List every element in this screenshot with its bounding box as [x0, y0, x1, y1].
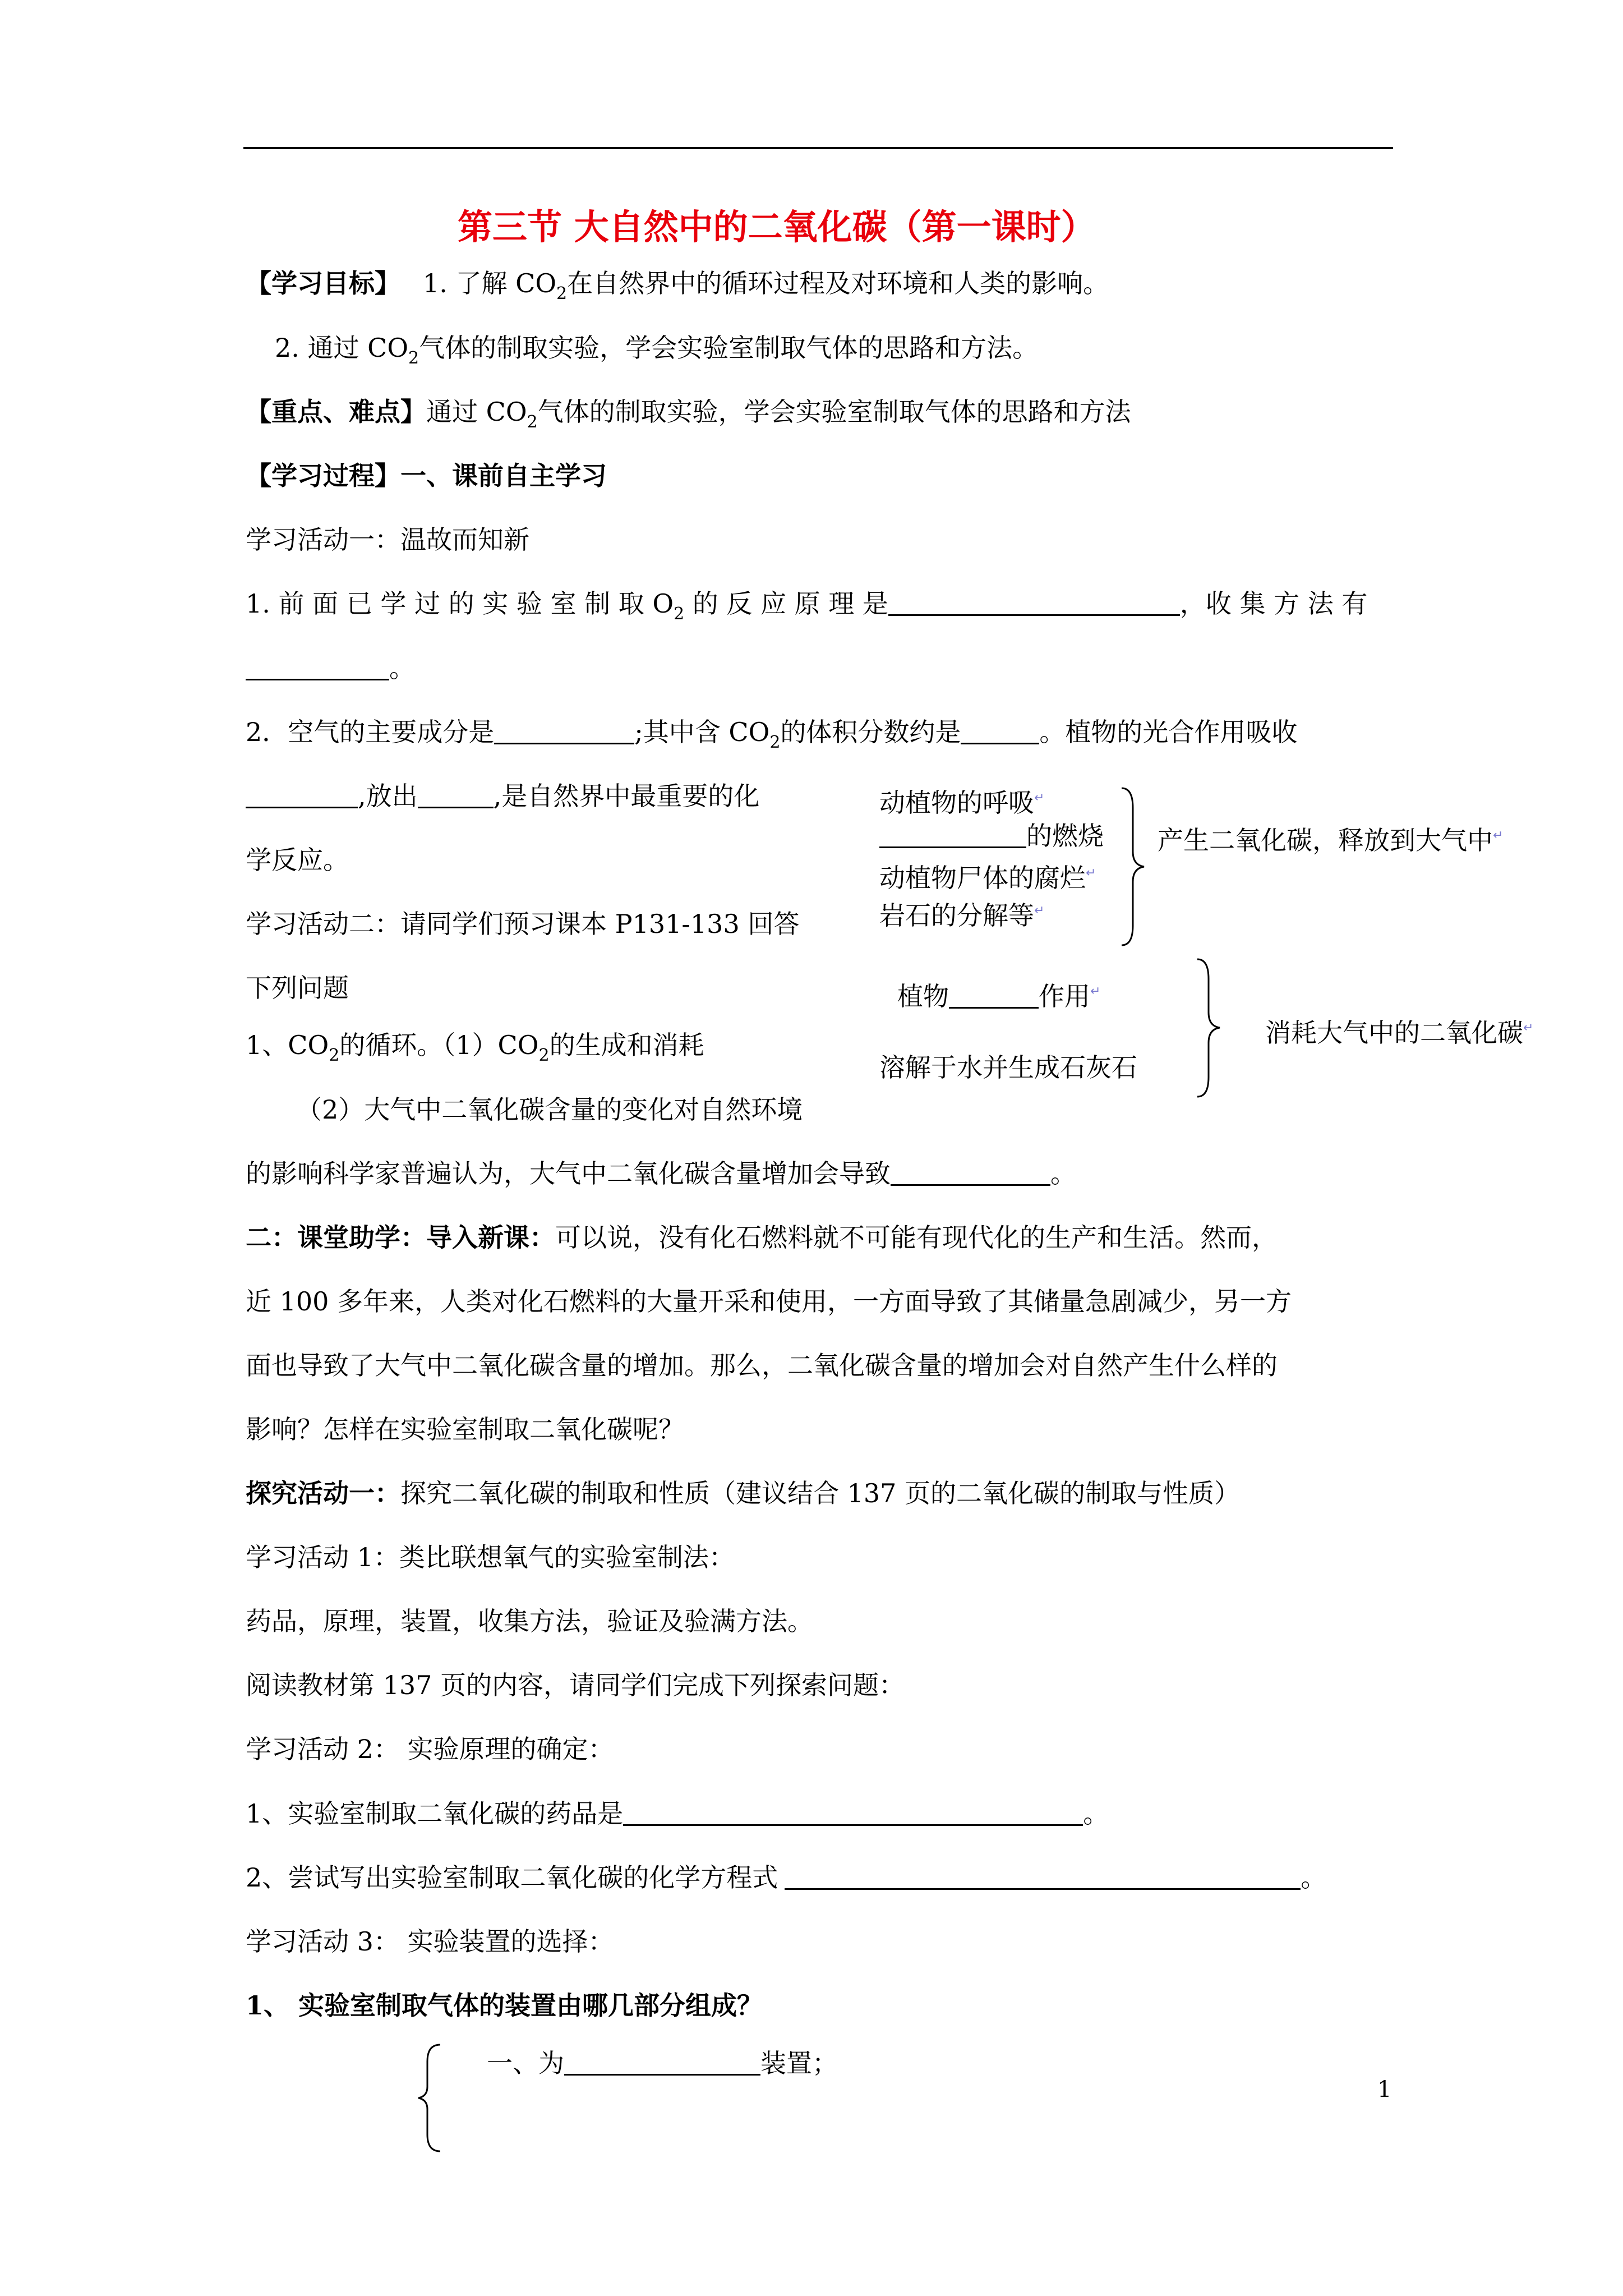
- explore-line: [246, 1478, 1240, 1509]
- page-number: 1: [1377, 2077, 1392, 2102]
- activity-2-line-2: 下列问题: [246, 973, 349, 1003]
- produce-result: 产生二氧化碳，释放到大气中↵: [1158, 825, 1504, 855]
- goal-2-a: 2. 通过 CO: [275, 333, 409, 363]
- produce-blank[interactable]: [879, 824, 1026, 848]
- question-1-line: [246, 588, 1367, 630]
- consume-item-1: 植物 作用↵: [897, 981, 1101, 1011]
- cycle-sub-2: 2: [538, 1046, 550, 1065]
- q1-sub: 2: [674, 604, 685, 624]
- process-line: [246, 460, 607, 491]
- setup-b: 装置；: [760, 2048, 838, 2078]
- consume-brace: [1192, 956, 1225, 1099]
- act2-q1-line: [246, 1798, 1109, 1829]
- q2-f: ,是自然界中最重要的化: [493, 781, 760, 811]
- process-label: 【学习过程】: [246, 461, 400, 491]
- q2-sub: 2: [769, 733, 781, 752]
- q1-blank-principle[interactable]: [888, 592, 1180, 616]
- change-blank[interactable]: [891, 1162, 1050, 1186]
- produce-brace: [1116, 785, 1150, 948]
- q1-b: 的 反 应 原 理 是: [684, 588, 888, 619]
- explore-text: 探究二氧化碳的制取和性质（建议结合 137 页的二氧化碳的制取与性质）: [400, 1478, 1241, 1508]
- q2-e: ,放出: [358, 781, 418, 811]
- setup-brace: [415, 2042, 449, 2154]
- q2-a: 2．空气的主要成分是: [246, 717, 495, 747]
- act2-q2-end: 。: [1301, 1862, 1327, 1893]
- page-title: 第三节 大自然中的二氧化碳（第一课时）: [458, 206, 1096, 247]
- act2-q1-end: 。: [1083, 1798, 1109, 1829]
- class-line-2: 近 100 多年来，人类对化石燃料的大量开采和使用，一方面导致了其储量急剧减少，另一方: [246, 1286, 1292, 1317]
- class-line-1: [246, 1222, 1278, 1253]
- consume-result: 消耗大气中的二氧化碳↵: [1265, 1018, 1534, 1048]
- goal-2-sub: 2: [408, 348, 419, 368]
- q2-d: 。植物的光合作用吸收: [1039, 717, 1298, 747]
- produce-item-2: 的燃烧: [879, 820, 1104, 852]
- question-2-end: 学反应。: [246, 845, 349, 875]
- q2-blank-release[interactable]: [418, 784, 494, 808]
- act2-q2-blank[interactable]: [785, 1866, 1301, 1890]
- change-b: 的影响科学家普遍认为，大气中二氧化碳含量增加会导致: [246, 1158, 891, 1189]
- change-line-2: [246, 1158, 1076, 1189]
- class-p1: 可以说，没有化石燃料就不可能有现代化的生产和生活。然而，: [555, 1222, 1278, 1253]
- setup-a: 一、为: [487, 2048, 564, 2078]
- key-line: [246, 396, 1131, 438]
- q2-c: 的体积分数约是: [780, 717, 961, 747]
- question-1-cont: [246, 652, 415, 684]
- key-sub: 2: [527, 412, 538, 432]
- activity-1-items: 药品，原理，装置，收集方法，验证及验满方法。: [246, 1606, 813, 1636]
- explore-label: 探究活动一：: [246, 1478, 400, 1508]
- act2-q1-blank[interactable]: [623, 1802, 1083, 1826]
- class-label: 二：课堂助学：导入新课：: [246, 1222, 555, 1253]
- header-rule: [243, 147, 1393, 149]
- key-b: 气体的制取实验，学会实验室制取气体的思路和方法: [537, 397, 1131, 427]
- goal-1-sub: 2: [556, 284, 568, 303]
- produce-item-4: 岩石的分解等↵: [879, 900, 1045, 931]
- change-line-1: （2）大气中二氧化碳含量的变化对自然环境: [296, 1094, 803, 1125]
- goals-line-1: [246, 268, 1109, 310]
- activity-2-class: 学习活动 2： 实验原理的确定：: [246, 1734, 614, 1764]
- q2-blank-absorb[interactable]: [246, 784, 358, 808]
- act2-q2-line: [246, 1862, 1326, 1893]
- act2-q2: 2、尝试写出实验室制取二氧化碳的化学方程式: [246, 1862, 778, 1893]
- consume-item-2: 溶解于水并生成石灰石: [879, 1052, 1137, 1083]
- cycle-c: 的生成和消耗: [549, 1030, 704, 1060]
- class-line-3: 面也导致了大气中二氧化碳含量的增加。那么，二氧化碳含量的增加会对自然产生什么样的: [246, 1350, 1278, 1381]
- goal-1-b: 在自然界中的循环过程及对环境和人类的影响。: [567, 268, 1109, 298]
- produce-item-1: 动植物的呼吸↵: [879, 788, 1045, 818]
- goals-line-2: [275, 332, 1038, 374]
- q1-blank-collect[interactable]: [246, 656, 389, 680]
- setup-question: 1、 实验室制取气体的装置由哪几部分组成？: [246, 1990, 763, 2021]
- activity-2-line-1: 学习活动二：请同学们预习课本 P131-133 回答: [246, 909, 800, 939]
- q1-end: 。: [389, 653, 415, 683]
- cycle-sub: 2: [329, 1046, 340, 1065]
- cycle-line: [246, 1029, 704, 1071]
- activity-3-class: 学习活动 3： 实验装置的选择：: [246, 1926, 614, 1957]
- produce-item-3: 动植物尸体的腐烂↵: [879, 863, 1096, 893]
- q2-blank-air[interactable]: [494, 720, 634, 744]
- activity-1-class: 学习活动 1：类比联想氧气的实验室制法：: [246, 1542, 735, 1572]
- q1-a: 1. 前 面 已 学 过 的 实 验 室 制 取 O: [246, 588, 674, 619]
- goals-label: 【学习目标】: [246, 268, 400, 298]
- q1-c: ，收 集 方 法 有: [1179, 588, 1368, 619]
- goal-2-b: 气体的制取实验，学会实验室制取气体的思路和方法。: [419, 333, 1039, 363]
- goal-1-a: 1. 了解 CO: [423, 268, 557, 298]
- question-2-cont: [246, 780, 759, 812]
- q2-b: ;其中含 CO: [634, 717, 770, 747]
- cycle-b: 的循环。（1）CO: [339, 1030, 539, 1060]
- act2-q1: 1、实验室制取二氧化碳的药品是: [246, 1798, 624, 1829]
- section-1-heading: 一、课前自主学习: [400, 461, 607, 491]
- consume-blank[interactable]: [949, 984, 1039, 1009]
- change-end: 。: [1050, 1158, 1076, 1189]
- class-line-4: 影响？怎样在实验室制取二氧化碳呢？: [246, 1414, 684, 1444]
- question-2-line: [246, 716, 1297, 758]
- q2-blank-fraction[interactable]: [961, 720, 1039, 744]
- key-label: 【重点、难点】: [246, 397, 426, 427]
- cycle-a: 1、CO: [246, 1030, 329, 1060]
- setup-line-1: [487, 2047, 838, 2079]
- read-instruction: 阅读教材第 137 页的内容，请同学们完成下列探索问题：: [246, 1670, 905, 1700]
- setup-blank[interactable]: [564, 2051, 760, 2076]
- key-a: 通过 CO: [426, 397, 527, 427]
- activity-1-heading: 学习活动一：温故而知新: [246, 524, 529, 555]
